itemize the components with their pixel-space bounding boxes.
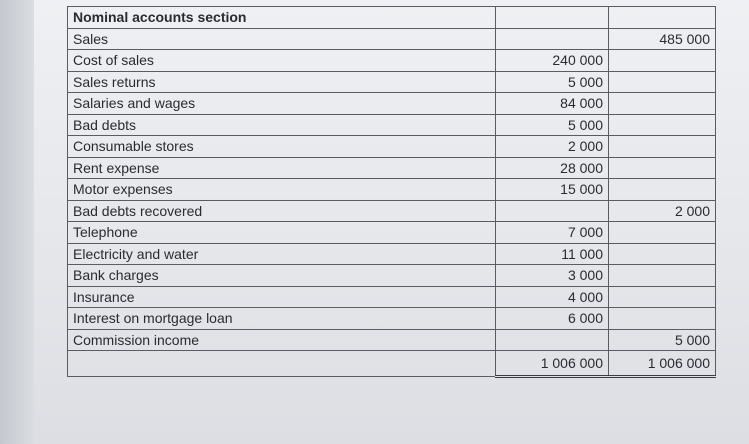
credit-amount: [609, 50, 716, 72]
debit-amount: 3 000: [496, 265, 609, 287]
debit-amount: 5 000: [496, 114, 609, 136]
account-label: Rent expense: [68, 157, 496, 179]
account-row: [68, 329, 716, 351]
account-row: [68, 50, 716, 72]
total-debit: 1 006 000: [496, 351, 609, 377]
section-header-row: [68, 7, 716, 29]
debit-amount: 28 000: [496, 157, 609, 179]
debit-amount: 6 000: [496, 308, 609, 330]
account-row: [68, 71, 716, 93]
account-label: Motor expenses: [68, 179, 496, 201]
header-debit-cell: [496, 7, 609, 29]
account-row: [68, 93, 716, 115]
account-label: Bad debts recovered: [68, 200, 496, 222]
debit-amount: 11 000: [496, 243, 609, 265]
debit-amount: 240 000: [496, 50, 609, 72]
account-label: Interest on mortgage loan: [68, 308, 496, 330]
account-row: [68, 179, 716, 201]
account-row: [68, 136, 716, 158]
account-label: Sales returns: [68, 71, 496, 93]
account-row: [68, 222, 716, 244]
debit-amount: 15 000: [496, 179, 609, 201]
account-label: Electricity and water: [68, 243, 496, 265]
total-credit: 1 006 000: [609, 351, 716, 377]
account-row: [68, 308, 716, 330]
account-row: [68, 243, 716, 265]
credit-amount: [609, 179, 716, 201]
debit-amount: 4 000: [496, 286, 609, 308]
credit-amount: 5 000: [609, 329, 716, 351]
debit-amount: [496, 329, 609, 351]
account-row: [68, 286, 716, 308]
account-label: Cost of sales: [68, 50, 496, 72]
account-label: Telephone: [68, 222, 496, 244]
account-row: [68, 28, 716, 50]
header-credit-cell: [609, 7, 716, 29]
account-row: [68, 114, 716, 136]
credit-amount: [609, 308, 716, 330]
credit-amount: [609, 71, 716, 93]
account-row: [68, 200, 716, 222]
totals-label: [68, 351, 496, 377]
credit-amount: [609, 157, 716, 179]
account-label: Bad debts: [68, 114, 496, 136]
debit-amount: [496, 200, 609, 222]
debit-amount: 2 000: [496, 136, 609, 158]
account-label: Sales: [68, 28, 496, 50]
credit-amount: [609, 93, 716, 115]
debit-amount: 7 000: [496, 222, 609, 244]
account-label: Insurance: [68, 286, 496, 308]
totals-row: [68, 351, 716, 377]
account-row: [68, 157, 716, 179]
account-label: Commission income: [68, 329, 496, 351]
debit-amount: 5 000: [496, 71, 609, 93]
credit-amount: [609, 114, 716, 136]
account-label: Consumable stores: [68, 136, 496, 158]
section-title: Nominal accounts section: [68, 7, 496, 29]
account-row: [68, 265, 716, 287]
page-edge-shadow: [0, 0, 34, 444]
credit-amount: [609, 265, 716, 287]
credit-amount: [609, 286, 716, 308]
account-label: Bank charges: [68, 265, 496, 287]
account-label: Salaries and wages: [68, 93, 496, 115]
credit-amount: 2 000: [609, 200, 716, 222]
credit-amount: [609, 136, 716, 158]
trial-balance-table: [67, 6, 716, 378]
credit-amount: 485 000: [609, 28, 716, 50]
debit-amount: 84 000: [496, 93, 609, 115]
debit-amount: [496, 28, 609, 50]
credit-amount: [609, 222, 716, 244]
credit-amount: [609, 243, 716, 265]
